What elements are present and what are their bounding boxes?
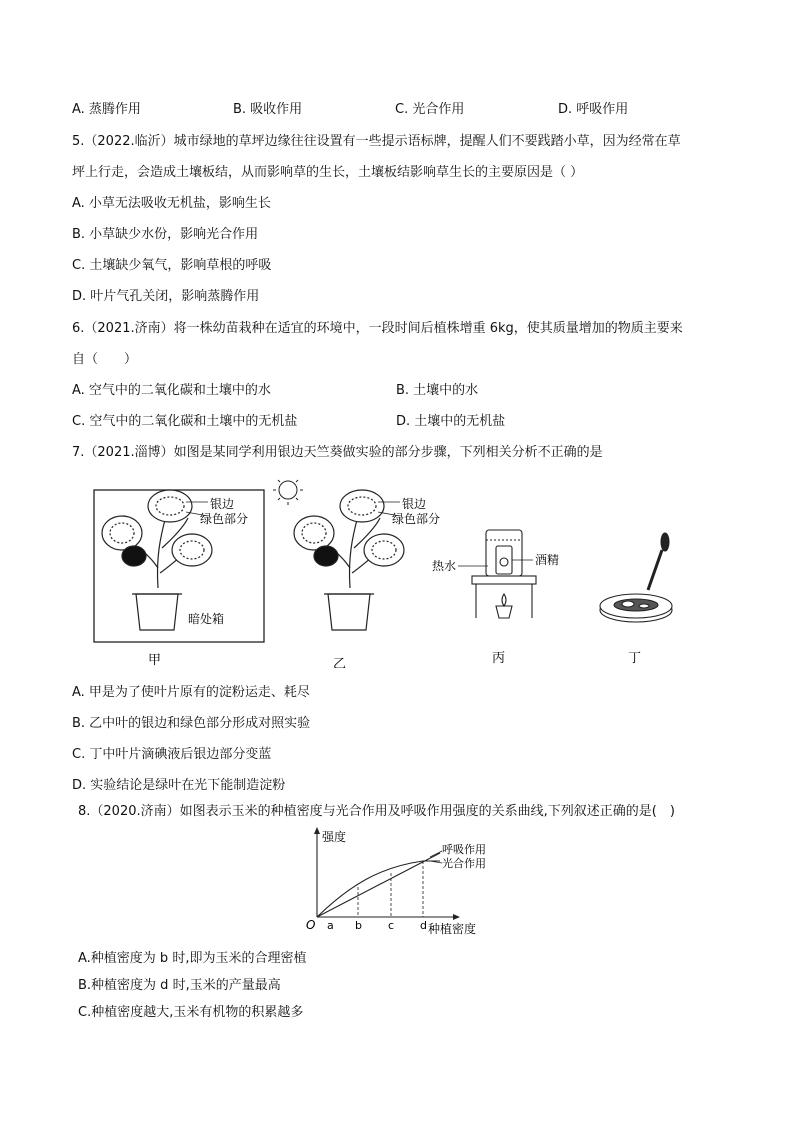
q5-stem-line2: 坪上行走，会造成土壤板结，从而影响草的生长，土壤板结影响草生长的主要原因是（ ） [72,165,584,180]
q6-option-d: D. 土壤中的无机盐 [396,414,506,429]
q5-option-a: A. 小草无法吸收无机盐，影响生长 [72,196,271,211]
jia-silver-edge-label: 银边 [210,497,235,511]
q5-stem-line1: 5.（2022.临沂）城市绿地的草坪边缘往往设置有一些提示语标牌，提醒人们不要践踏小草，因为经常在草 [72,134,681,149]
q8-option-c: C.种植密度越大,玉米有机物的积累越多 [78,1005,304,1020]
water-bath-apparatus [472,530,536,618]
series-label-photosynthesis: 光合作用 [442,857,486,870]
q8-option-b: B.种植密度为 d 时,玉米的产量最高 [78,978,281,993]
legend-leader-respiration [430,851,442,857]
plant-jia [102,490,212,630]
jia-green-part-label: 绿色部分 [200,512,249,526]
q7-stem: 7.（2021.淄博）如图是某同学利用银边天竺葵做实验的部分步骤，下列相关分析不正确的是 [72,445,603,460]
q7-option-c: C. 丁中叶片滴碘液后银边部分变蓝 [72,747,272,762]
q5-option-b: B. 小草缺少水份，影响光合作用 [72,227,259,242]
x-tick-b: b [355,919,362,932]
q4-option-d: D. 呼吸作用 [558,102,629,117]
origin-label: O [306,918,316,932]
alcohol-label: 酒精 [535,553,560,567]
petri-dish-dropper [600,533,672,622]
y-axis-arrow [314,827,320,834]
q6-option-a: A. 空气中的二氧化碳和土壤中的水 [72,383,271,398]
yi-silver-edge-label: 银边 [402,497,427,511]
x-tick-d: d [420,919,427,932]
fig-label-jia: 甲 [148,653,162,668]
q8-option-a: A.种植密度为 b 时,即为玉米的合理密植 [78,951,307,966]
x-axis-label: 种植密度 [428,922,477,936]
series-line-photosynthesis [317,861,440,917]
q6-stem-line1: 6.（2021.济南）将一株幼苗栽种在适宜的环境中，一段时间后植株增重 6kg，使其质量增加的物质主要来 [72,321,683,336]
q5-option-c: C. 土壤缺少氧气，影响草根的呼吸 [72,258,272,273]
y-axis-label: 强度 [322,830,347,844]
q7-experiment-figure [88,478,718,668]
q4-option-c: C. 光合作用 [395,102,465,117]
series-label-respiration: 呼吸作用 [442,843,486,856]
q7-option-b: B. 乙中叶的银边和绿色部分形成对照实验 [72,716,311,731]
q6-option-c: C. 空气中的二氧化碳和土壤中的无机盐 [72,414,298,429]
yi-green-part-label: 绿色部分 [392,512,441,526]
sun-icon [273,478,303,505]
q8-chart [300,825,510,940]
q4-option-b: B. 吸收作用 [233,102,303,117]
plant-yi [294,490,404,630]
q6-stem-line2: 自（ ） [72,352,138,367]
q5-option-d: D. 叶片气孔关闭，影响蒸腾作用 [72,289,260,304]
q6-option-b: B. 土壤中的水 [396,383,479,398]
fig-label-bing: 丙 [492,651,506,666]
q4-option-a: A. 蒸腾作用 [72,102,141,117]
x-tick-a: a [327,919,334,932]
x-tick-c: c [388,919,395,932]
fig-label-yi: 乙 [333,657,347,668]
hot-water-label: 热水 [432,559,457,573]
fig-label-ding: 丁 [628,651,642,666]
q8-stem: 8.（2020.济南）如图表示玉米的种植密度与光合作用及呼吸作用强度的关系曲线,下列叙述正确的是( ) [78,804,675,819]
dark-box-label: 暗处箱 [188,612,225,626]
q7-option-a: A. 甲是为了使叶片原有的淀粉运走、耗尽 [72,685,310,700]
series-line-respiration [317,853,440,917]
q7-option-d: D. 实验结论是绿叶在光下能制造淀粉 [72,778,286,793]
x-axis-arrow [453,914,460,920]
